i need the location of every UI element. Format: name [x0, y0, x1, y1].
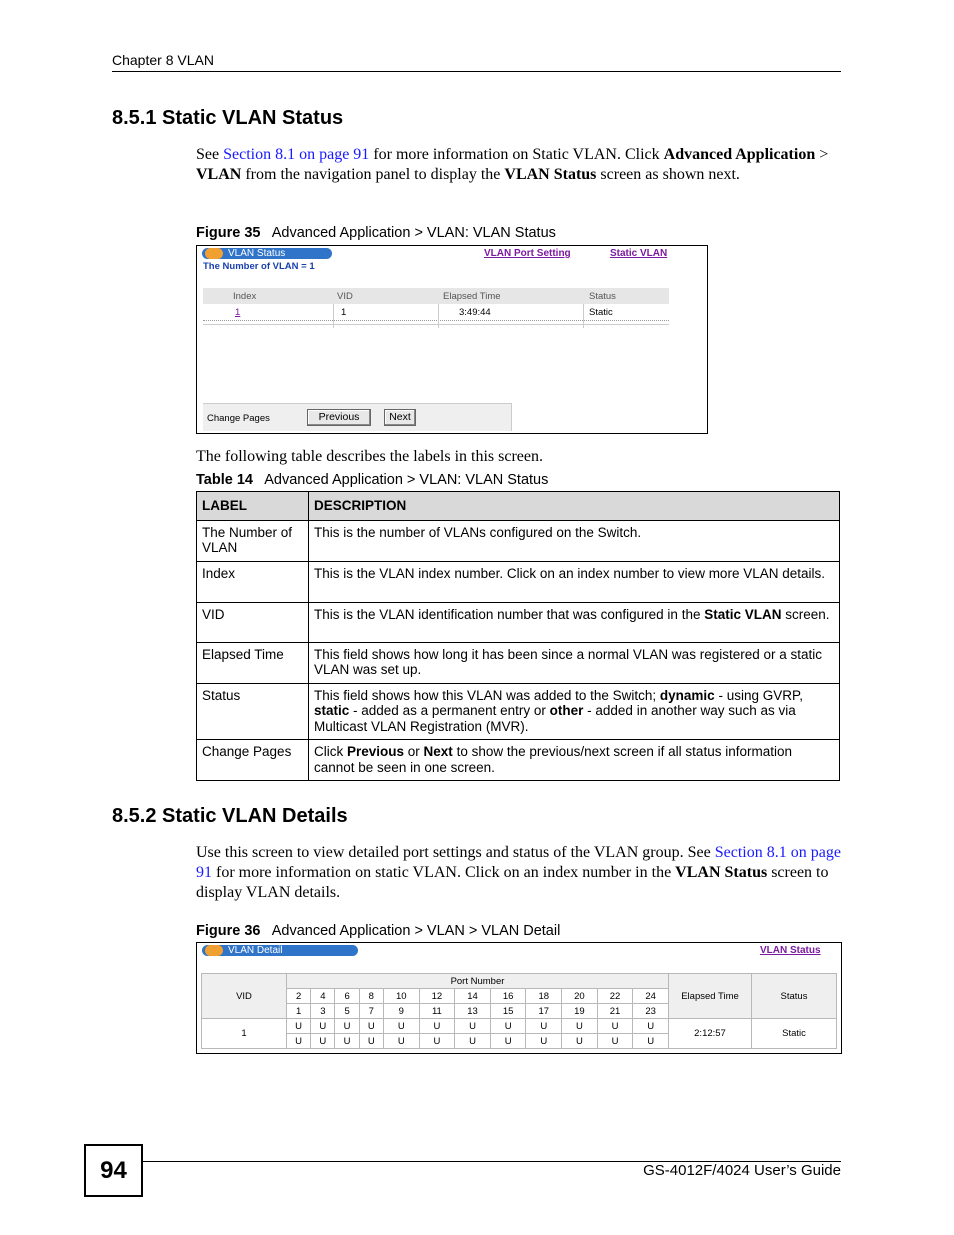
vlan-status-link[interactable]: VLAN Status [760, 945, 821, 956]
change-pages-label: Change Pages [207, 413, 270, 424]
vid-value: 1 [202, 1019, 287, 1049]
port-number-header: Port Number [287, 974, 669, 989]
elapsed-time-value: 3:49:44 [459, 307, 491, 318]
status-value: Static [752, 1019, 837, 1049]
table-header-row [203, 288, 669, 304]
table-row: Status This field shows how this VLAN was added to the Switch; dynamic - using GVRP, static - added as a permanent entry or other - added in another way such as via Multicast VLAN Registration (MVR). [197, 683, 840, 740]
even-ports-row: 2 4 6 8 10 12 14 16 18 20 22 24 [202, 989, 837, 1004]
screen-title-pill: VLAN Detail [202, 945, 358, 956]
figure-caption: Figure 36 Advanced Application > VLAN > VLAN Detail [196, 923, 561, 939]
section-heading-static-vlan-details: 8.5.2 Static VLAN Details [112, 805, 348, 827]
section-paragraph: Use this screen to view detailed port settings and status of the VLAN group. See Section 8.1 on page 91 for more information on static VLAN. Click on an index number in the VLAN Status screen to display VLAN details. [196, 844, 841, 901]
guide-title: GS-4012F/4024 User’s Guide [643, 1162, 841, 1179]
table-row: 1 U U U U U U U U U U U U 2:12:57 Static [202, 1019, 837, 1034]
description-header: DESCRIPTION [309, 492, 840, 521]
vlan-count: The Number of VLAN = 1 [203, 261, 315, 272]
page-number: 94 [84, 1144, 143, 1197]
vlan-detail-table [201, 973, 837, 1049]
col-status: Status [589, 291, 616, 302]
label-description-table [196, 491, 840, 781]
odd-ports-row: 1 3 5 7 9 11 13 15 17 19 21 23 [202, 1004, 837, 1019]
elapsed-time-value: 2:12:57 [669, 1019, 752, 1049]
table-row [203, 304, 669, 321]
table-intro: The following table describes the labels in this screen. [196, 448, 544, 465]
status-header: Status [752, 974, 837, 1019]
running-header: Chapter 8 VLAN [112, 52, 214, 68]
table-caption: Table 14 Advanced Application > VLAN: VLAN Status [196, 472, 549, 488]
elapsed-time-header: Elapsed Time [669, 974, 752, 1019]
next-button[interactable]: Next [384, 409, 416, 426]
change-pages-bar [203, 403, 512, 431]
screen-title-pill: VLAN Status [202, 248, 332, 259]
label-header: LABEL [197, 492, 309, 521]
index-link[interactable]: 1 [235, 307, 241, 318]
table-row: Elapsed Time This field shows how long it has been since a normal VLAN was registered or a static VLAN was set up. [197, 642, 840, 683]
vlan-status-screenshot [196, 245, 708, 434]
status-value: Static [589, 307, 613, 318]
section-link[interactable]: Section 8.1 on page 91 [196, 844, 841, 881]
title-bullet-icon [205, 945, 223, 956]
table-row: U U U U U U U U U U U U [202, 1034, 837, 1049]
section-link[interactable]: Section 8.1 on page 91 [223, 146, 370, 163]
title-bullet-icon [205, 248, 223, 259]
section-heading-static-vlan-status: 8.5.1 Static VLAN Status [112, 107, 344, 129]
vid-value: 1 [341, 307, 347, 318]
table-row: Index This is the VLAN index number. Click on an index number to view more VLAN details. [197, 561, 840, 602]
header-rule [112, 71, 841, 72]
static-vlan-link[interactable]: Static VLAN [610, 248, 668, 259]
col-vid: VID [337, 291, 353, 302]
table-header [197, 492, 840, 521]
table-row: VID This is the VLAN identification number that was configured in the Static VLAN screen. [197, 602, 840, 642]
section-paragraph: See Section 8.1 on page 91 for more information on Static VLAN. Click Advanced Application > VLAN from the navigation panel to display the VLAN Status screen as shown next. [196, 146, 829, 183]
previous-button[interactable]: Previous [307, 409, 371, 426]
figure-caption: Figure 35 Advanced Application > VLAN: VLAN Status [196, 225, 556, 241]
vid-header: VID [202, 974, 287, 1019]
vlan-port-setting-link[interactable]: VLAN Port Setting [484, 248, 571, 259]
col-elapsed-time: Elapsed Time [443, 291, 501, 302]
col-index: Index [233, 291, 257, 302]
table-row: The Number of VLAN This is the number of VLANs configured on the Switch. [197, 520, 840, 561]
vlan-detail-screenshot [196, 942, 842, 1054]
table-row: Change Pages Click Previous or Next to show the previous/next screen if all status information cannot be seen in one screen. [197, 740, 840, 781]
